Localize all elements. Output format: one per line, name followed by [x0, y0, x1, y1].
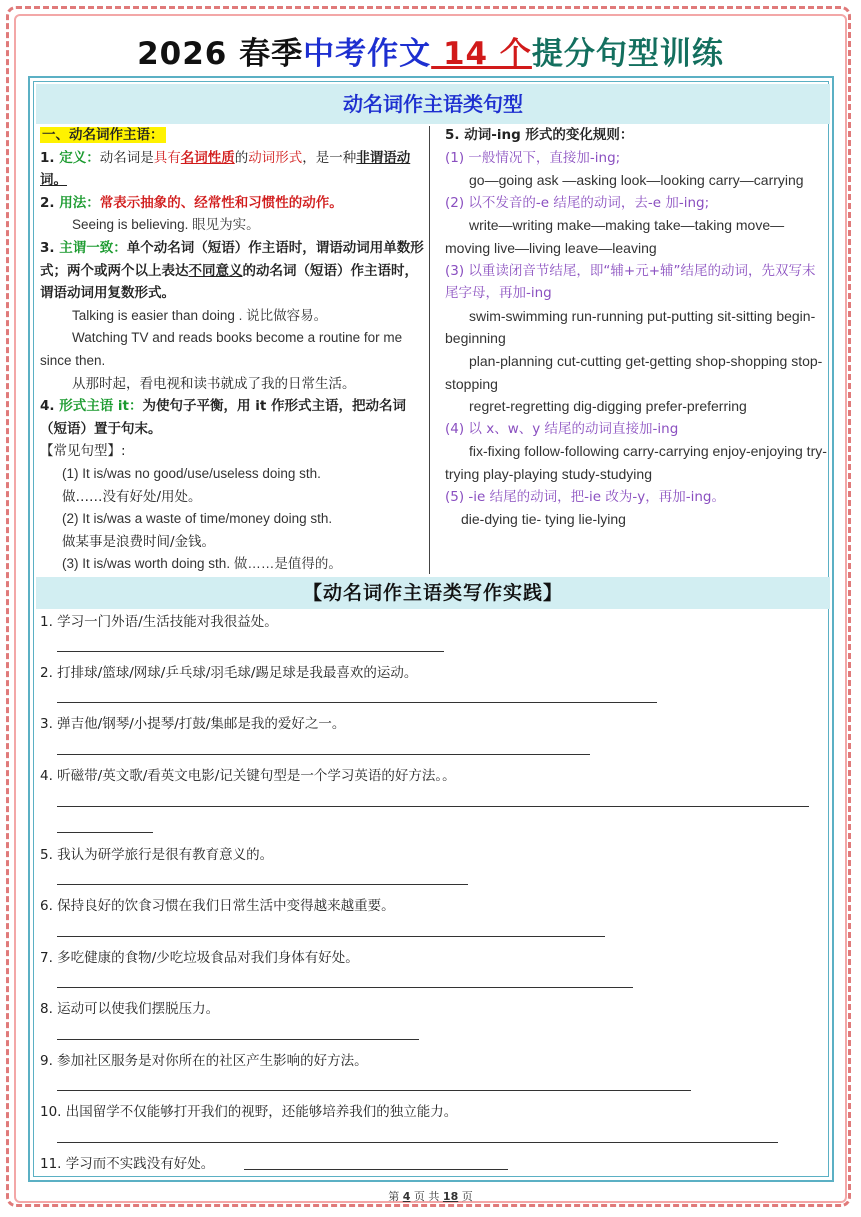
answer-line-8[interactable] [57, 1039, 419, 1040]
pattern-2: (2) It is/was a waste of time/money doing sth. [62, 511, 333, 527]
answer-line-5[interactable] [57, 884, 468, 885]
answer-line-10[interactable] [57, 1142, 778, 1143]
rule-3: (3) 以重读闭音节结尾，即“辅+元+辅”结尾的动词，先双写末尾字母，再加-ing [445, 262, 816, 302]
page-footer: 第 4 页 共 18 页 [388, 1190, 473, 1203]
answer-line-7[interactable] [57, 987, 633, 988]
agreement-paragraph: 3. 主谓一致：单个动名词（短语）作主语时，谓语动词用单数形式；两个或两个以上表达不同意义的动名词（短语）作主语时，谓语动词用复数形式。 [40, 239, 424, 302]
answer-line-4a[interactable] [57, 806, 809, 807]
agreement-example-1: Talking is easier than doing . 说比做容易。 [72, 307, 328, 323]
right-column [445, 124, 829, 531]
page-title [0, 28, 861, 73]
practice-item-1: 1. 学习一门外语/生活技能对我很益处。 [40, 614, 278, 630]
section-heading-2: 【动名词作主语类写作实践】 [36, 577, 830, 609]
pattern-3: (3) It is/was worth doing sth. 做……是值得的。 [62, 556, 342, 572]
answer-line-1[interactable] [57, 651, 444, 652]
pattern-1-cn: 做……没有好处/用处。 [62, 488, 202, 505]
rule-3-examples-1: swim-swimming run-running put-putting sit-sitting begin-beginning [445, 307, 816, 347]
practice-item-8: 8. 运动可以使我们摆脱压力。 [40, 1001, 220, 1017]
practice-item-10: 10. 出国留学不仅能够打开我们的视野，还能够培养我们的独立能力。 [40, 1104, 458, 1120]
pattern-2-cn: 做某事是浪费时间/金钱。 [62, 533, 216, 550]
title-season: 春季 [227, 36, 304, 72]
practice-item-11: 11. 学习而不实践没有好处。 [40, 1156, 215, 1172]
answer-line-6[interactable] [57, 936, 605, 937]
answer-line-9[interactable] [57, 1090, 691, 1091]
rule-5-examples: die-dying tie- tying lie-lying [461, 511, 626, 528]
title-red: 14 个 [431, 36, 532, 72]
title-blue: 中考作文 [303, 36, 432, 72]
rule-2-examples: write—writing make—making take—taking move—moving live—living leave—leaving [445, 217, 785, 256]
pattern-1: (1) It is/was no good/use/useless doing sth. [62, 465, 321, 481]
heading-gerund-subject: 一、动名词作主语： [42, 127, 164, 143]
usage-paragraph: 2. 用法：常表示抽象的、经常性和习惯性的动作。 [40, 194, 343, 211]
practice-item-4: 4. 听磁带/英文歌/看英文电影/记关键句型是一个学习英语的好方法。。 [40, 768, 456, 784]
answer-line-2[interactable] [57, 702, 657, 703]
page-total: 18 [442, 1190, 459, 1203]
practice-item-7: 7. 多吃健康的食物/少吃垃圾食品对我们身体有好处。 [40, 950, 359, 966]
rule-1: (1) 一般情况下，直接加-ing; [445, 149, 621, 166]
rule-4-examples: fix-fixing follow-following carry-carrying enjoy-enjoying try-trying play-playing study-studying [445, 443, 827, 482]
practice-item-5: 5. 我认为研学旅行是很有教育意义的。 [40, 847, 274, 863]
practice-item-2: 2. 打排球/篮球/网球/乒乓球/羽毛球/踢足球是我最喜欢的运动。 [40, 665, 418, 681]
formal-subject-paragraph: 4. 形式主语 it：为使句子平衡，用 it 作形式主语，把动名词（短语）置于句末。 [40, 398, 406, 437]
section-heading-1: 动名词作主语类句型 [36, 84, 830, 124]
practice-item-9: 9. 参加社区服务是对你所在的社区产生影响的好方法。 [40, 1053, 368, 1069]
practice-item-6: 6. 保持良好的饮食习惯在我们日常生活中变得越来越重要。 [40, 898, 395, 914]
rule-5: (5) -ie 结尾的动词，把-ie 改为-y，再加-ing。 [445, 488, 725, 505]
title-teal: 提分句型训练 [531, 36, 724, 72]
answer-line-4b[interactable] [57, 832, 153, 833]
left-column [40, 124, 424, 576]
rule-1-examples: go—going ask —asking look—looking carry—carrying [469, 172, 804, 189]
answer-line-3[interactable] [57, 754, 590, 755]
agreement-example-2: Watching TV and reads books become a routine for me since then. [40, 330, 403, 368]
rule-3-examples-2: plan-planning cut-cutting get-getting shop-shopping stop-stopping [445, 352, 823, 392]
answer-line-11[interactable] [244, 1169, 508, 1170]
rule-3-examples-3: regret-regretting dig-digging prefer-preferring [469, 398, 747, 415]
practice-item-3: 3. 弹吉他/钢琴/小提琴/打鼓/集邮是我的爱好之一。 [40, 716, 346, 732]
ing-rules-heading: 5. 动词-ing 形式的变化规则： [445, 127, 634, 143]
definition-paragraph: 1. 定义：动名词是具有名词性质的动词形式，是一种非谓语动词。 [40, 149, 411, 189]
rule-4: (4) 以 x、w、y 结尾的动词直接加-ing [445, 420, 679, 437]
usage-example: Seeing is believing. 眼见为实。 [72, 217, 260, 233]
page-number: 4 [402, 1190, 411, 1203]
common-patterns-label: 【常见句型】: [40, 443, 126, 460]
rule-2: (2) 以不发音的-e 结尾的动词，去-e 加-ing; [445, 194, 710, 211]
title-year: 2026 [137, 36, 228, 72]
agreement-example-3: 从那时起，看电视和读书就成了我的日常生活。 [72, 375, 356, 392]
column-divider [429, 126, 430, 574]
